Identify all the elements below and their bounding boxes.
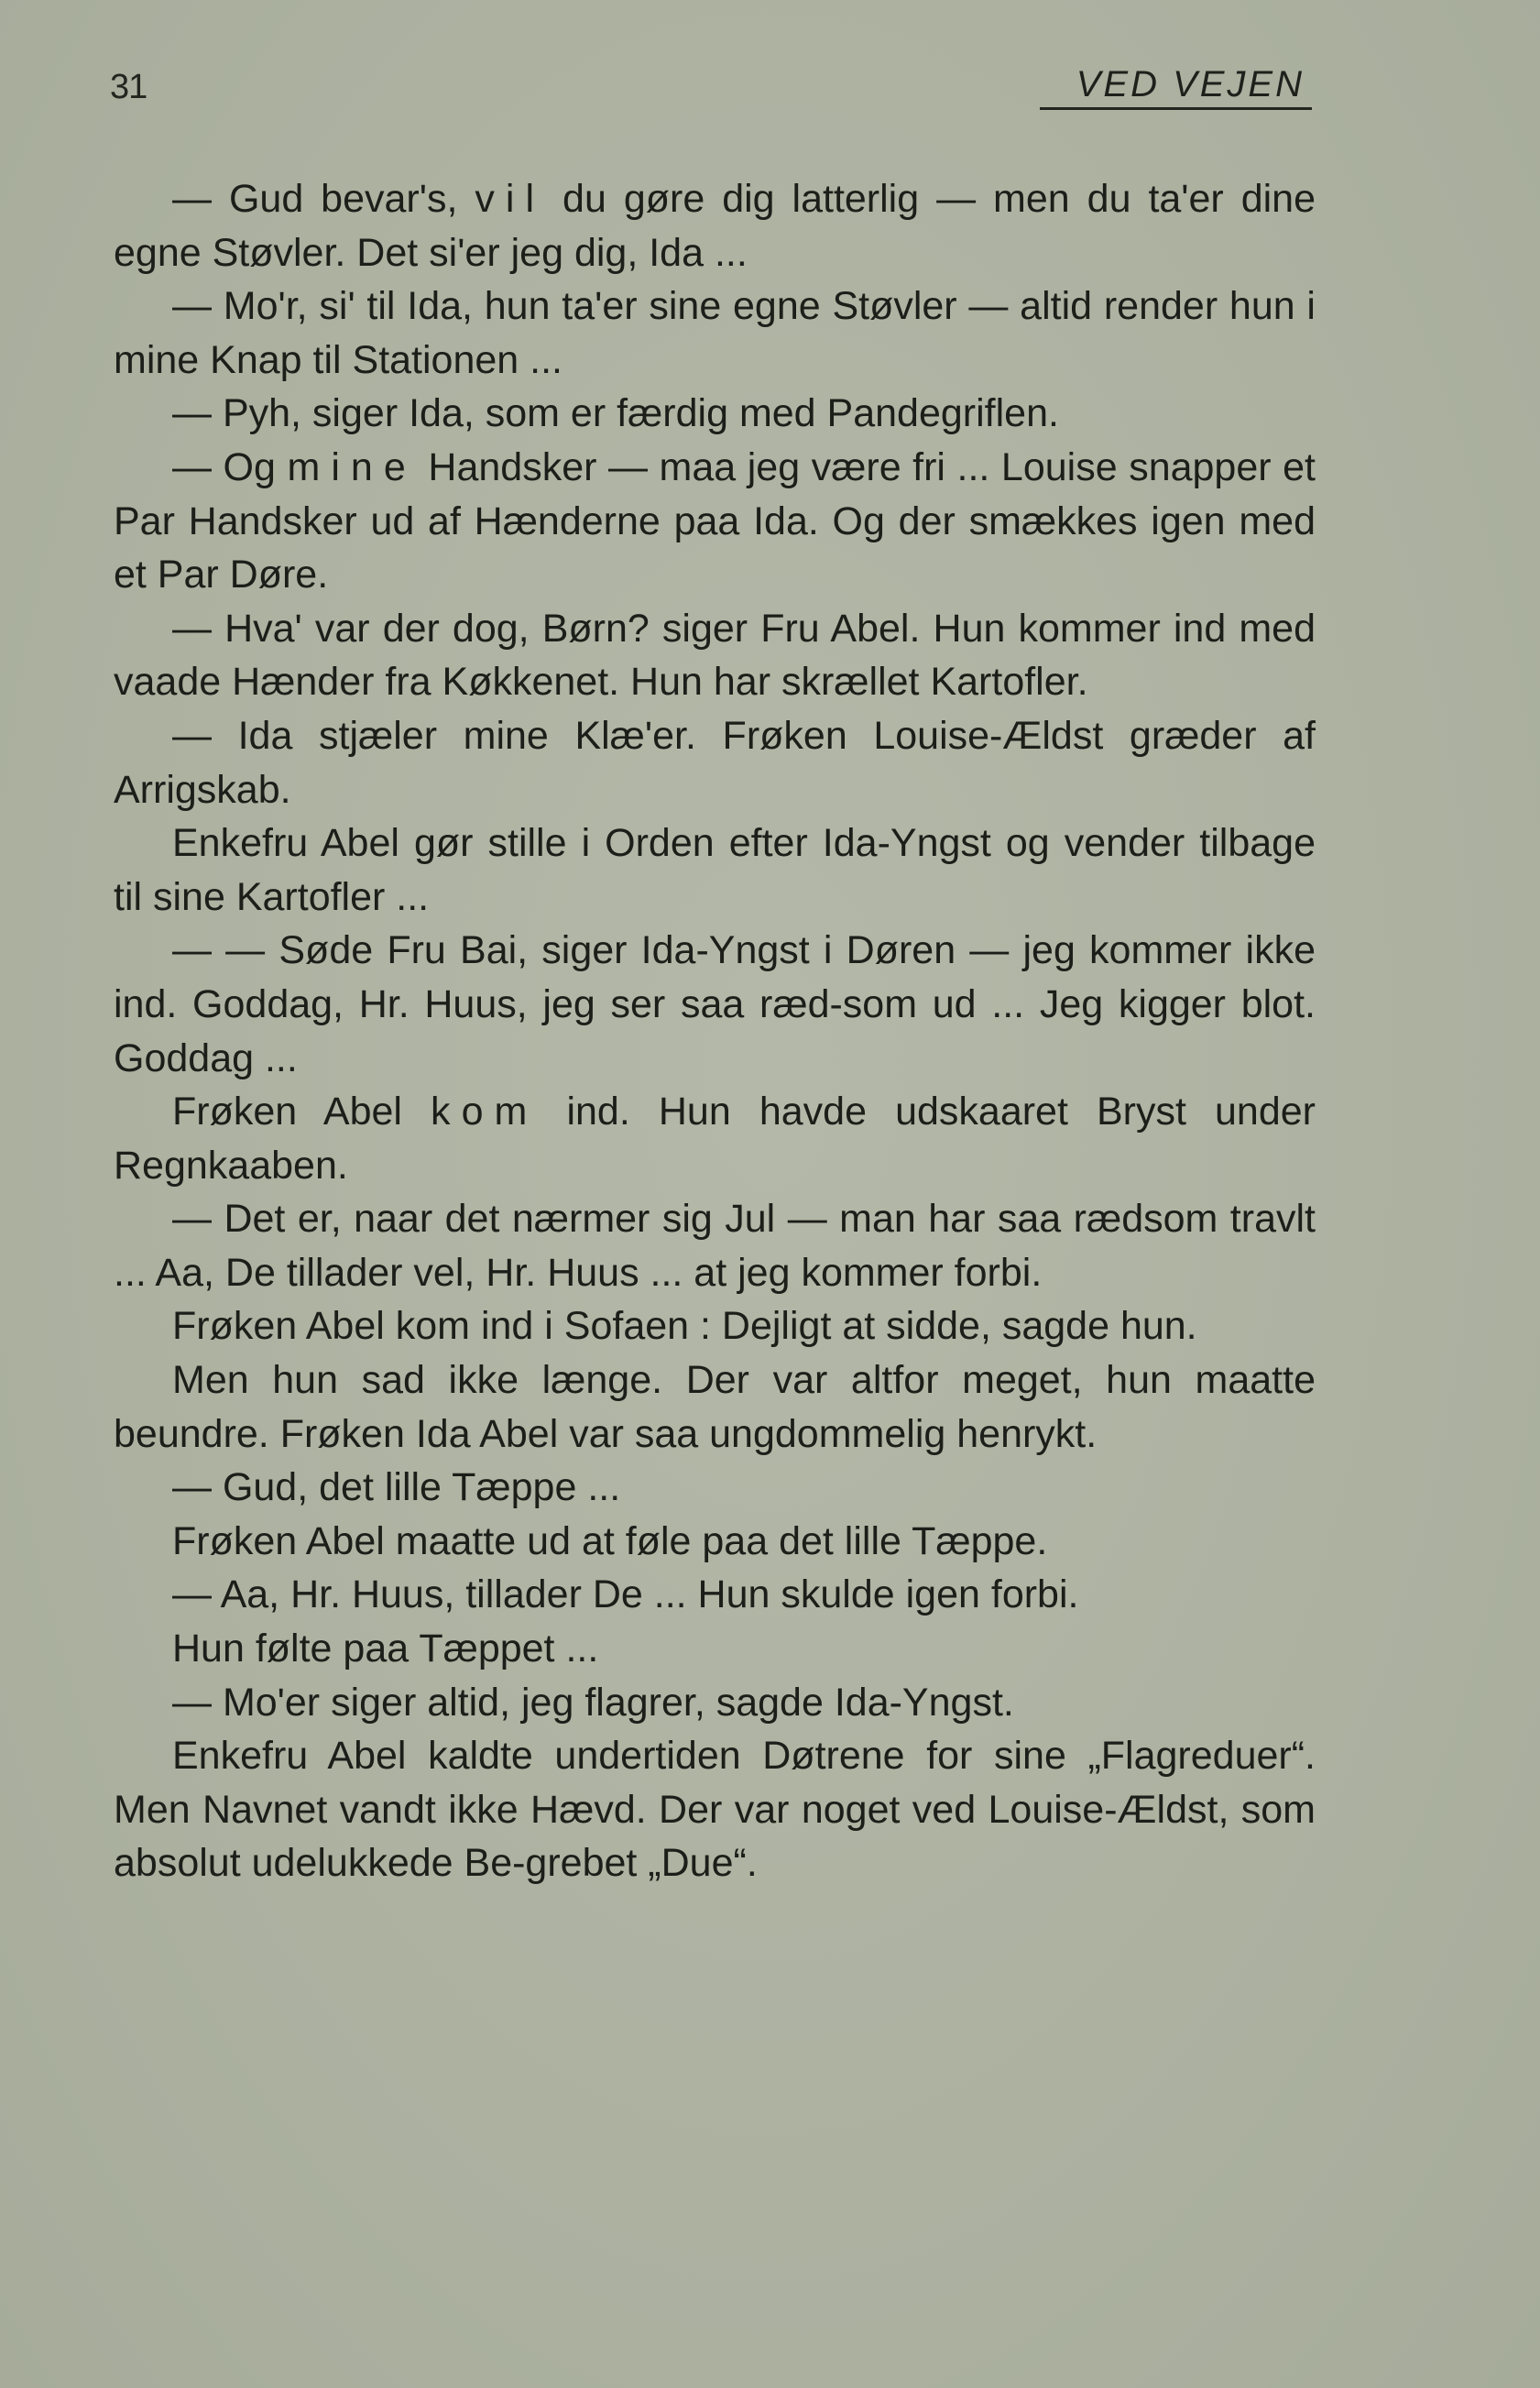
text-run: — Mo'er siger altid, jeg flagrer, sagde Ida-Yngst. <box>172 1680 1014 1725</box>
body-text <box>114 172 1316 1890</box>
text-run: Enkefru Abel kaldte undertiden Døtrene for sine „Flagreduer“. Men Navnet vandt ikke Hævd. Der var noget ved Louise-Ældst, som absolut udelukkede Be-grebet „Due“. <box>114 1734 1316 1886</box>
paragraph <box>114 1299 1316 1353</box>
paragraph <box>114 441 1316 602</box>
emphasis-spaced-text: vil <box>475 177 546 221</box>
running-head: VED VEJEN <box>1040 64 1312 110</box>
paragraph <box>114 279 1316 387</box>
text-run: — Mo'r, si' til Ida, hun ta'er sine egne Støvler — altid render hun i mine Knap til Stationen ... <box>114 284 1316 382</box>
paragraph <box>114 172 1316 279</box>
text-run: — — Søde Fru Bai, siger Ida-Yngst i Døren — jeg kommer ikke ind. Goddag, Hr. Huus, jeg ser saa ræd-som ud ... Jeg kigger blot. Goddag ... <box>114 928 1316 1080</box>
text-run: — Gud bevar's, <box>172 177 475 221</box>
text-run: Frøken Abel maatte ud at føle paa det lille Tæppe. <box>172 1518 1048 1563</box>
page-header <box>110 64 1312 119</box>
emphasis-spaced-text: mine <box>287 444 417 489</box>
text-run: — Aa, Hr. Huus, tillader De ... Hun skulde igen forbi. <box>172 1572 1079 1617</box>
paragraph <box>114 387 1316 441</box>
paragraph <box>114 924 1316 1085</box>
text-run: — Gud, det lille Tæppe ... <box>172 1465 621 1510</box>
text-run: — Hva' var der dog, Børn? siger Fru Abel. Hun kommer ind med vaade Hænder fra Køkkenet. Hun har skrællet Kartofler. <box>114 606 1316 705</box>
paragraph <box>114 1676 1316 1730</box>
text-run: Hun følte paa Tæppet ... <box>172 1627 599 1671</box>
paragraph <box>114 709 1316 816</box>
emphasis-spaced-text: kom <box>431 1090 539 1134</box>
paragraph <box>114 602 1316 709</box>
text-run: — Ida stjæler mine Klæ'er. Frøken Louise-Ældst græder af Arrigskab. <box>114 713 1316 812</box>
text-run: Frøken Abel kom ind i Sofaen : Dejligt at sidde, sagde hun. <box>172 1304 1197 1349</box>
text-run: ind. Hun havde udskaaret Bryst under Regnkaaben. <box>114 1090 1316 1188</box>
text-run: — Og <box>172 444 288 489</box>
paragraph <box>114 1085 1316 1192</box>
paragraph <box>114 1729 1316 1890</box>
paragraph <box>114 1192 1316 1299</box>
text-run: Handsker — maa jeg være fri ... Louise snapper et Par Handsker ud af Hænderne paa Ida. Og der smækkes igen med et Par Døre. <box>114 444 1316 597</box>
text-run: Enkefru Abel gør stille i Orden efter Ida-Yngst og vender tilbage til sine Kartofler ... <box>114 821 1316 919</box>
paragraph <box>114 1515 1316 1569</box>
text-run: — Pyh, siger Ida, som er færdig med Pandegriflen. <box>172 391 1059 436</box>
page-number: 31 <box>110 68 147 106</box>
paragraph <box>114 816 1316 924</box>
paragraph <box>114 1461 1316 1515</box>
text-run: Frøken Abel <box>172 1090 431 1134</box>
paragraph <box>114 1353 1316 1461</box>
text-run: Men hun sad ikke længe. Der var altfor meget, hun maatte beundre. Frøken Ida Abel var saa ungdommelig henrykt. <box>114 1358 1316 1456</box>
paragraph <box>114 1622 1316 1676</box>
text-run: — Det er, naar det nærmer sig Jul — man har saa rædsom travlt ... Aa, De tillader vel, Hr. Huus ... at jeg kommer forbi. <box>114 1197 1316 1295</box>
text-run: du gøre dig latterlig — men du ta'er dine egne Støvler. Det si'er jeg dig, Ida ... <box>114 177 1316 275</box>
paragraph <box>114 1568 1316 1622</box>
